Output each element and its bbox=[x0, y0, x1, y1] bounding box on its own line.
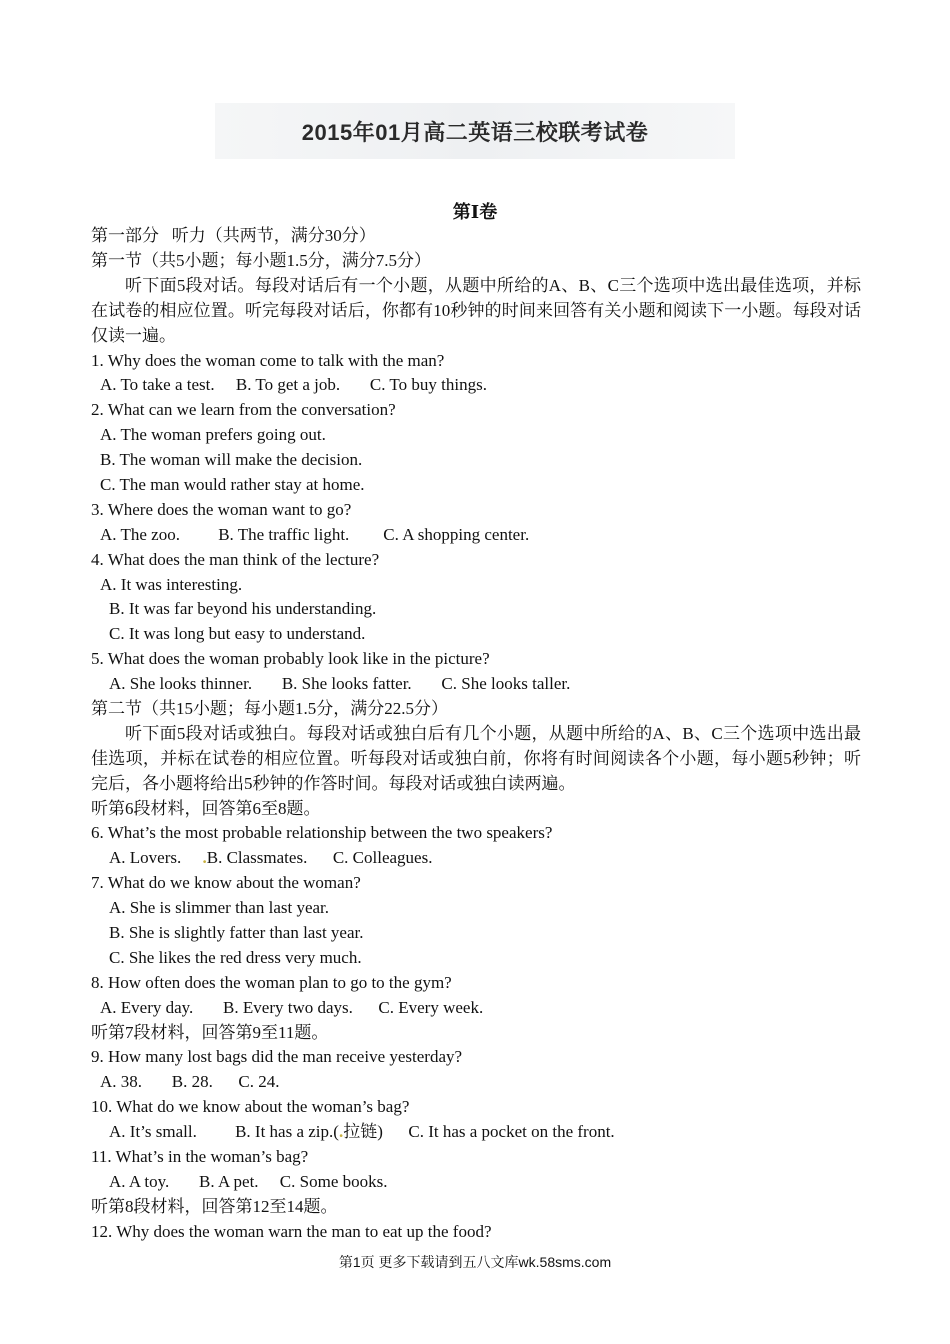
question-6-options bbox=[91, 846, 861, 871]
question-5: 5. What does the woman probably look like in the picture? bbox=[91, 649, 490, 669]
material-8-note: 听第8段材料，回答第12至14题。 bbox=[91, 1196, 338, 1216]
question-2-option-b: B. The woman will make the decision. bbox=[100, 450, 363, 470]
question-10-options bbox=[91, 1120, 861, 1145]
stray-dot-mark: . bbox=[338, 1122, 344, 1142]
question-1-options: A. To take a test. B. To get a job. C. To buy things. bbox=[100, 375, 487, 395]
question-1: 1. Why does the woman come to talk with the man? bbox=[91, 350, 445, 370]
question-5-options: A. She looks thinner. B. She looks fatter. C. She looks taller. bbox=[109, 674, 571, 694]
question-7: 7. What do we know about the woman? bbox=[91, 873, 361, 893]
question-4-option-b: B. It was far beyond his understanding. bbox=[109, 599, 377, 619]
question-12: 12. Why does the woman warn the man to eat up the food? bbox=[91, 1221, 492, 1241]
question-2-option-c: C. The man would rather stay at home. bbox=[100, 474, 365, 494]
question-8: 8. How often does the woman plan to go to the gym? bbox=[91, 972, 452, 992]
section-two-instructions: 听下面5段对话或独白。每段对话或独白后有几个小题，从题中所给的A、B、C三个选项中选出最佳选项，并标在试卷的相应位置。听每段对话或独白前，你将有时间阅读各个小题，每小题5秒钟；听完后，各小题将给出5秒钟的作答时间。每段对话或独白读两遍。 bbox=[91, 723, 861, 793]
question-2-option-a: A. The woman prefers going out. bbox=[100, 425, 326, 445]
section-one-heading: 第一节（共5小题；每小题1.5分，满分7.5分） bbox=[91, 250, 431, 270]
question-6-option-rest: B. Classmates. C. Colleagues. bbox=[206, 848, 433, 868]
exam-title: 2015年01月高二英语三校联考试卷 bbox=[301, 119, 649, 145]
question-10: 10. What do we know about the woman’s bag? bbox=[91, 1097, 410, 1117]
part-heading: 第一部分 听力（共两节，满分30分） bbox=[91, 226, 376, 245]
exam-content bbox=[91, 224, 861, 1245]
title-banner bbox=[215, 103, 735, 159]
question-6-option-a: A. Lovers. bbox=[109, 848, 203, 868]
question-4-option-a: A. It was interesting. bbox=[100, 574, 243, 594]
question-4: 4. What does the man think of the lecture? bbox=[91, 549, 380, 569]
question-9-options: A. 38. B. 28. C. 24. bbox=[100, 1072, 280, 1092]
question-11-options: A. A toy. B. A pet. C. Some books. bbox=[109, 1171, 388, 1191]
question-2: 2. What can we learn from the conversation? bbox=[91, 400, 396, 420]
material-7-note: 听第7段材料，回答第9至11题。 bbox=[91, 1022, 329, 1042]
page-footer: 第1页 更多下载请到五八文库wk.58sms.com bbox=[338, 1254, 612, 1270]
question-11: 11. What’s in the woman’s bag? bbox=[91, 1147, 309, 1167]
question-3-options: A. The zoo. B. The traffic light. C. A shopping center. bbox=[100, 524, 530, 544]
section-heading: 第Ⅰ卷 bbox=[452, 202, 498, 222]
stray-dot-mark: . bbox=[202, 848, 207, 868]
question-6: 6. What’s the most probable relationship between the two speakers? bbox=[91, 823, 553, 843]
section-two-heading: 第二节（共15小题；每小题1.5分，满分22.5分） bbox=[91, 698, 448, 718]
material-6-note: 听第6段材料，回答第6至8题。 bbox=[91, 798, 321, 818]
question-7-option-a: A. She is slimmer than last year. bbox=[109, 898, 330, 918]
question-7-option-b: B. She is slightly fatter than last year. bbox=[109, 923, 364, 943]
question-10-option-rest: 拉链) C. It has a pocket on the front. bbox=[343, 1122, 615, 1142]
question-9: 9. How many lost bags did the man receive yesterday? bbox=[91, 1047, 463, 1067]
section-one-instructions: 听下面5段对话。每段对话后有一个小题，从题中所给的A、B、C三个选项中选出最佳选项，并标在试卷的相应位置。听完每段对话后，你都有10秒钟的时间来回答有关小题和阅读下一小题。每段对话仅读一遍。 bbox=[91, 275, 861, 345]
question-8-options: A. Every day. B. Every two days. C. Every week. bbox=[100, 997, 484, 1017]
question-10-option-ab: A. It’s small. B. It has a zip.( bbox=[109, 1122, 339, 1142]
question-7-option-c: C. She likes the red dress very much. bbox=[109, 947, 362, 967]
question-3: 3. Where does the woman want to go? bbox=[91, 499, 352, 519]
question-4-option-c: C. It was long but easy to understand. bbox=[109, 624, 366, 644]
